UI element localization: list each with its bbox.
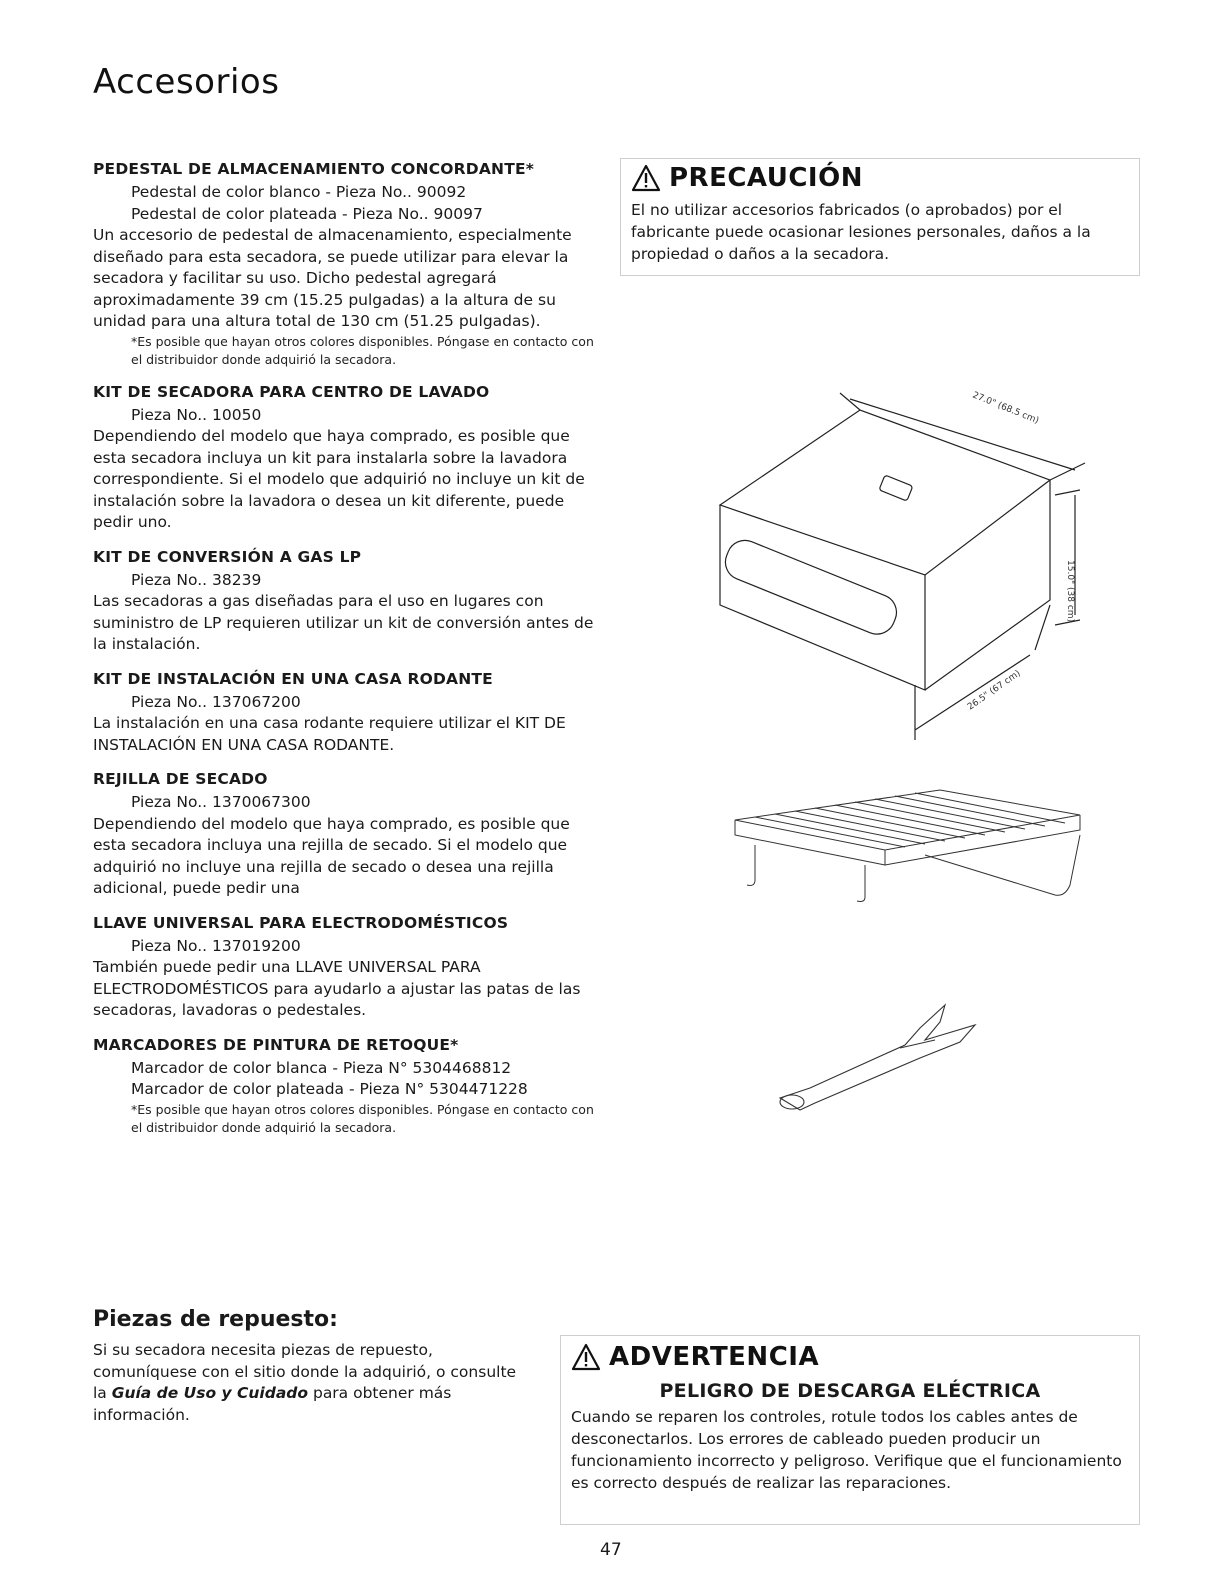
caution-heading: PRECAUCIÓN: [669, 163, 863, 193]
warning-header: [571, 1342, 1129, 1372]
replacement-parts-title: Piezas de repuesto:: [93, 1307, 338, 1332]
warning-triangle-icon: [631, 164, 661, 192]
part-number: Pedestal de color blanco - Pieza No.. 90092: [131, 183, 467, 201]
part-number: Marcador de color blanca - Pieza N° 5304468812: [131, 1058, 512, 1077]
guide-title: Guía de Uso y Cuidado: [111, 1384, 309, 1402]
warning-text: Cuando se reparen los controles, rotule todos los cables antes de desconectarlos. Los errores de cableado pueden producir un funcionamiento incorrecto y peligroso. Verifique que el funcionamiento es correcto después de realizar las reparaciones.: [571, 1408, 1122, 1492]
part-number: Pieza No.. 137067200: [131, 692, 301, 711]
footnote: *Es posible que hayan otros colores disponibles. Póngase en contacto con el distribuidor donde adquirió la secadora.: [131, 333, 594, 367]
warning-heading: ADVERTENCIA: [609, 1342, 820, 1372]
wrench-illustration: [770, 1000, 985, 1115]
section-mobile-home-kit: [93, 668, 603, 757]
dimension-width-label: 27.0" (68.5 cm): [970, 390, 1041, 427]
caution-header: [631, 163, 1129, 193]
section-title: KIT DE CONVERSIÓN A GAS LP: [93, 547, 362, 566]
accessories-list: [93, 158, 603, 1149]
part-number: Pieza No.. 137019200: [131, 936, 301, 955]
text-segment: para obtener más información.: [93, 1384, 452, 1424]
section-body: También puede pedir una LLAVE UNIVERSAL PARA ELECTRODOMÉSTICOS para ayudarlo a ajustar las patas de las secadoras, lavadoras o pedestales.: [93, 958, 581, 1019]
section-title: KIT DE SECADORA PARA CENTRO DE LAVADO: [93, 382, 490, 401]
part-number: Pieza No.. 38239: [131, 570, 262, 589]
section-title: PEDESTAL DE ALMACENAMIENTO CONCORDANTE*: [93, 160, 535, 178]
section-drying-rack: [93, 768, 603, 900]
section-washer-kit: [93, 381, 603, 534]
part-number: Pieza No.. 1370067300: [131, 793, 311, 811]
dimension-depth-label: 26.5" (67 cm): [965, 668, 1023, 713]
part-number: Pedestal de color plateada - Pieza No.. 90097: [131, 204, 483, 223]
section-title: LLAVE UNIVERSAL PARA ELECTRODOMÉSTICOS: [93, 913, 509, 932]
dimension-height-label: 15.0" (38 cm): [1065, 560, 1075, 623]
section-body: Las secadoras a gas diseñadas para el uso en lugares con suministro de LP requieren utilizar un kit de conversión antes de la instalación.: [93, 592, 594, 653]
page-number: 47: [600, 1540, 622, 1560]
hazard-title: PELIGRO DE DESCARGA ELÉCTRICA: [659, 1380, 1041, 1402]
footnote: *Es posible que hayan otros colores disponibles. Póngase en contacto con el distribuidor donde adquirió la secadora.: [131, 1101, 594, 1135]
section-title: REJILLA DE SECADO: [93, 770, 268, 788]
section-pedestal: [93, 158, 603, 369]
section-body: Dependiendo del modelo que haya comprado, es posible que esta secadora incluya un kit para instalarla sobre la lavadora correspondiente. Si el modelo que adquirió no incluye un kit de instalación sobre la lavadora o desea un kit diferente, puede pedir uno.: [93, 427, 585, 531]
text-segment: Si su secadora necesita piezas de repuesto, comuníquese con el sitio donde la adquirió, o consulte la: [93, 1341, 517, 1402]
section-paint-markers: [93, 1034, 603, 1137]
page-title: Accesorios: [93, 62, 280, 102]
section-body: Dependiendo del modelo que haya comprado, es posible que esta secadora incluya una rejilla de secado. Si el modelo que adquirió no incluye una rejilla de secado o desea una rejilla adicional, puede pedir una: [93, 814, 570, 897]
section-wrench: [93, 912, 603, 1022]
part-number: Pieza No.. 10050: [131, 405, 262, 424]
section-body: La instalación en una casa rodante requiere utilizar el KIT DE INSTALACIÓN EN UNA CASA RODANTE.: [93, 714, 566, 754]
warning-triangle-icon: [571, 1343, 601, 1371]
caution-box: [620, 158, 1140, 276]
section-title: KIT DE INSTALACIÓN EN UNA CASA RODANTE: [93, 669, 493, 688]
caution-text: El no utilizar accesorios fabricados (o aprobados) por el fabricante puede ocasionar lesiones personales, daños a la propiedad o daños a la secadora.: [631, 201, 1091, 263]
section-lp-kit: [93, 546, 603, 656]
drying-rack-illustration: [725, 785, 1085, 910]
replacement-parts-text: [93, 1340, 533, 1426]
section-title: MARCADORES DE PINTURA DE RETOQUE*: [93, 1035, 459, 1054]
warning-box: [560, 1335, 1140, 1525]
part-number: Marcador de color plateada - Pieza N° 5304471228: [131, 1080, 528, 1098]
pedestal-illustration: [700, 385, 1140, 750]
section-body: Un accesorio de pedestal de almacenamiento, especialmente diseñado para esta secadora, se puede utilizar para elevar la secadora y facilitar su uso. Dicho pedestal agregará aproximadamente 39 cm (15.25 pulgadas) a la altura de su unidad para una altura total de 130 cm (51.25 pulgadas).: [93, 226, 572, 330]
